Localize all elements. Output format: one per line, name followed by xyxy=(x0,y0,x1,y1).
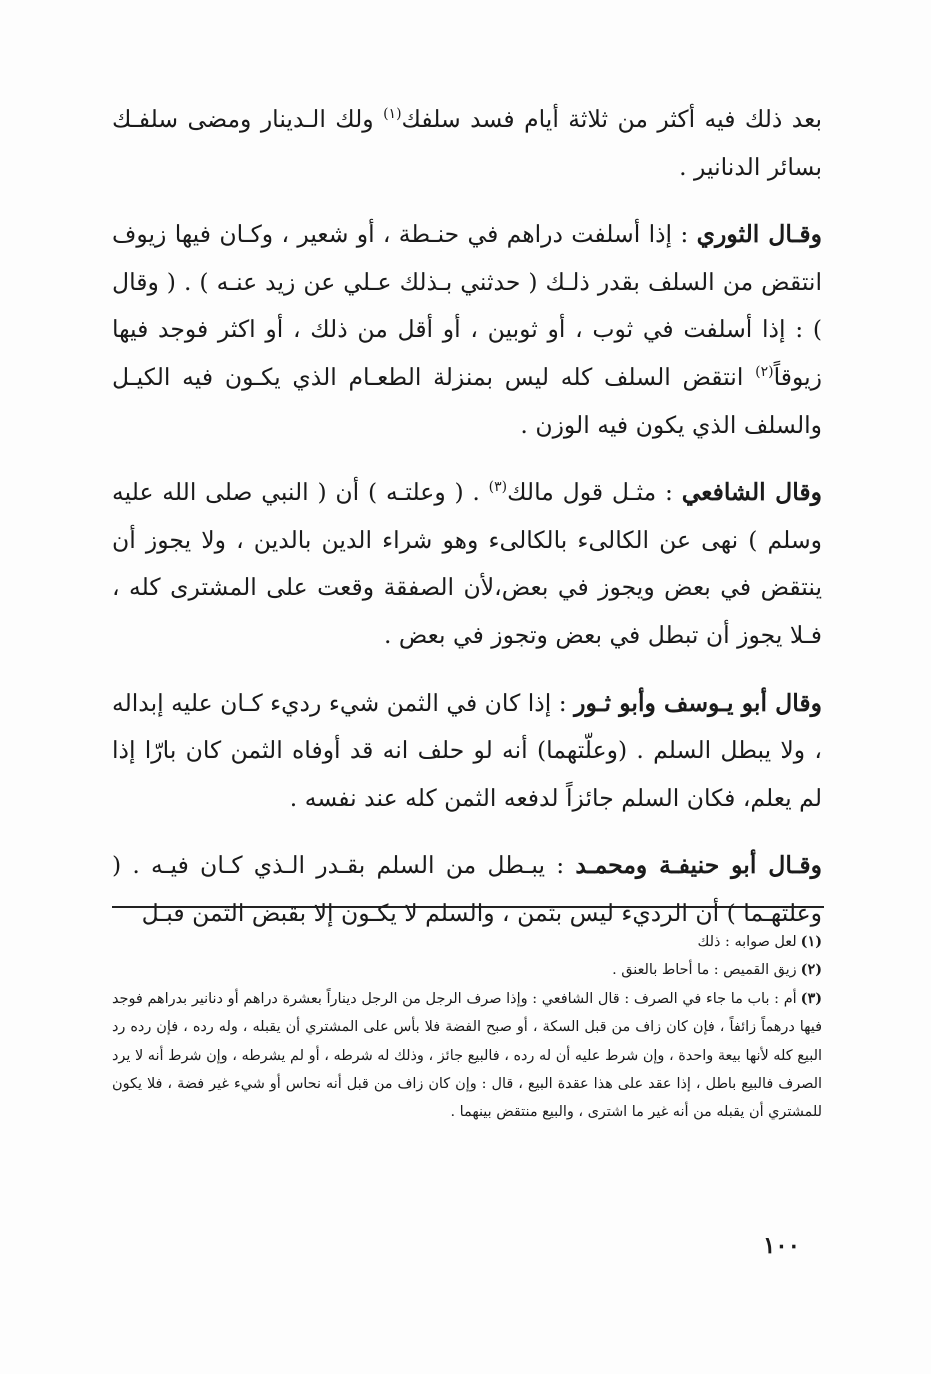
footnote-text: زيق القميص : ما أحاط بالعنق . xyxy=(612,962,797,979)
footnote-text: لعل صوابه : ذلك xyxy=(697,934,797,950)
paragraph-text-continued: انتقض السلف كله ليس بمنزلة الطعـام الذي يكـون فيه الكيـل والسلف الذي يكون فيه الوزن . xyxy=(112,362,822,439)
speaker-name: وقال أبو يـوسف وأبو ثـور xyxy=(574,688,822,717)
paragraph-text-continued: ولك الـدينار ومضى سلفـك بسائر الدنانير . xyxy=(112,105,822,181)
paragraph-text: : إذا كان في الثمن شيء رديء كـان عليه إبداله ، ولا يبطل السلم . (وعلّتهما) أنه لو حلف انه قد أوفاه الثمن كان بارّا إذا لم يعلم، فكان السلم جائزاً لدفعه الثمن كله عند نفسه . xyxy=(112,688,822,812)
page-number: ١٠٠ xyxy=(762,1232,800,1259)
paragraph-text: : إذا أسلفت دراهم في حنـطة ، أو شعير ، وكـان فيها زيوف انتقض من السلف بقدر ذلـك ( حدثني بـذلك عـلي عن زيد عنـه ) . ( وقال ) : إذا أسلفت في ثوب ، أو ثوبين ، أو أقل من ذلك ، أو اكثر فوجد فيها زيوقاً xyxy=(112,220,822,391)
speaker-name: وقـال أبو حنيفـة ومحمـد xyxy=(575,851,822,880)
footnote-2 xyxy=(112,956,822,984)
paragraph-text: : مثـل قول مالك xyxy=(507,478,682,507)
footnote-number: (٢) xyxy=(800,961,822,979)
footnote-number: (١) xyxy=(800,933,822,950)
paragraph-shafii xyxy=(112,469,822,659)
footnote-1 xyxy=(112,928,822,956)
footnote-number: (٣) xyxy=(800,989,822,1007)
paragraph-text-continued: . ( وعلتـه ) أن ( النبي صلى الله عليه وسلم ) نهى عن الكالىء بالكالىء وهو شراء الدين بالدين ، ولا يجوز أن ينتقض في بعض ويجوز في بعض،لأن الصفقة وقعت على المشترى كله ، فـلا يجوز أن تبطل في بعض وتجوز في بعض . xyxy=(112,478,822,649)
paragraph-thawri xyxy=(112,211,822,449)
footnote-3 xyxy=(112,985,822,1127)
footnote-separator xyxy=(112,906,824,908)
paragraph-text: : يبـطل من السلم بقـدر الـذي كـان فيـه . ( وعلتهـما ) أن الرديء ليس بثمن ، والسلم لا يكـون إلا بقبض الثمن قبـل xyxy=(112,851,822,927)
footnote-text: أم : باب ما جاء في الصرف : قال الشافعي : وإذا صرف الرجل من الرجل ديناراً بعشرة دراهم أو دنانير بدراهم فوجد فيها درهماً زائفاً ، فإن كان زاف من قبل السكة ، أو صبح الفضة فلا بأس على المشتري أن يقبله ، وله رده ، فإن رده رد البيع كله لأنها بيعة واحدة ، وإن شرط عليه أن له رده ، فالبيع جائز ، وذلك له شرطه ، أو لم يشرطه ، وإن شرط أنه لا يرد الصرف فالبيع باطل ، إذا عقد على هذا عقدة البيع ، قال : وإن كان زاف من قبل أنه نحاس أو شيء غير فضة ، فلا يكون للمشتري أن يقبله من أنه غير ما اشترى ، والبيع منتقض بينهما . xyxy=(112,990,822,1121)
speaker-name: وقـال الثوري xyxy=(696,220,823,249)
paragraph-text: بعد ذلك فيه أكثر من ثلاثة أيام فسد سلفك xyxy=(401,105,822,133)
footnote-ref-2: (٢) xyxy=(755,364,774,381)
footnote-ref-3: (٣) xyxy=(488,479,508,496)
speaker-name: وقال الشافعي xyxy=(681,478,822,507)
paragraph-abu-hanifa xyxy=(112,842,822,937)
paragraph-intro xyxy=(112,96,822,191)
footnote-ref-1: (١) xyxy=(383,106,402,123)
paragraph-abu-yusuf xyxy=(112,680,822,823)
footnotes xyxy=(112,928,822,1127)
main-text xyxy=(112,96,822,938)
